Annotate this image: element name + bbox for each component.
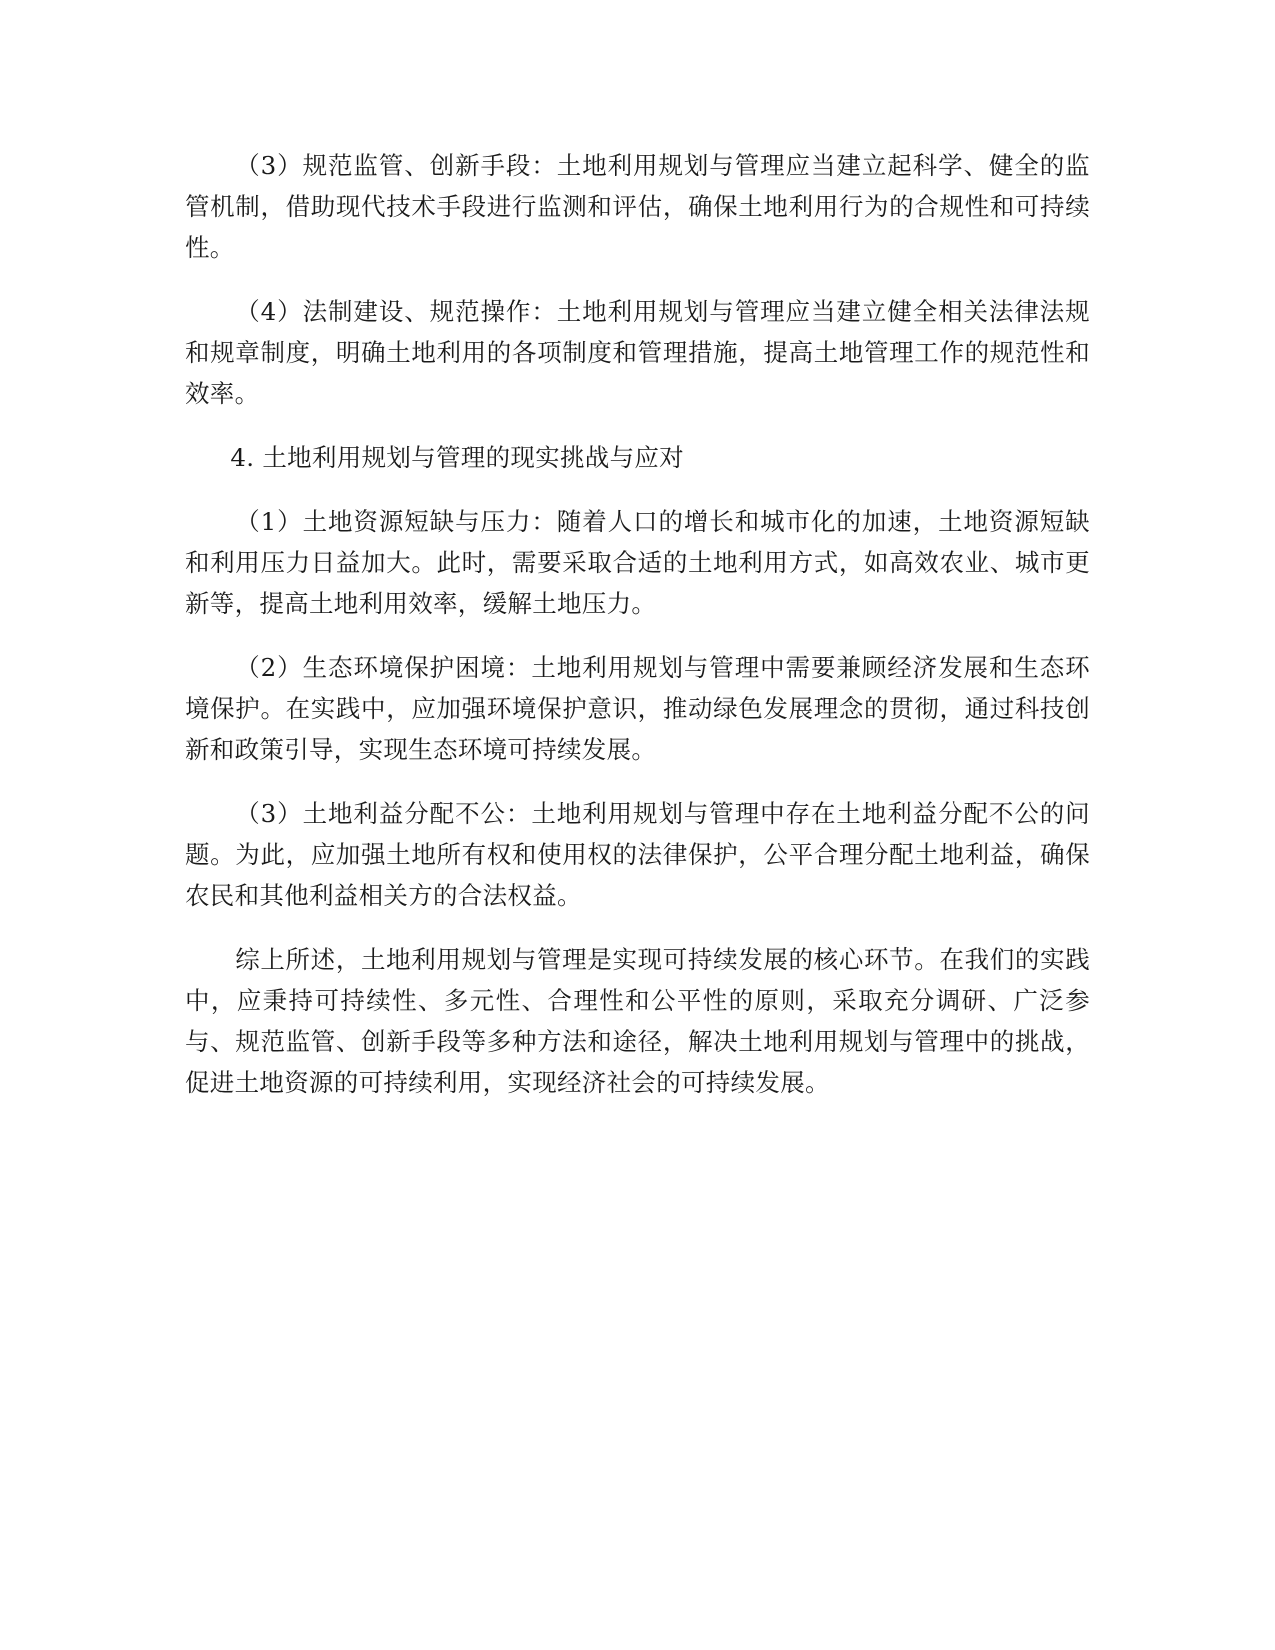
- paragraph-benefit-distribution: （3）土地利益分配不公：土地利用规划与管理中存在土地利益分配不公的问题。为此，应加强土地所有权和使用权的法律保护，公平合理分配土地利益，确保农民和其他利益相关方的合法权益。: [185, 799, 1090, 910]
- paragraph-ecology: （2）生态环境保护困境：土地利用规划与管理中需要兼顾经济发展和生态环境保护。在实践中，应加强环境保护意识，推动绿色发展理念的贯彻，通过科技创新和政策引导，实现生态环境可持续发展。: [185, 653, 1090, 764]
- paragraph-legal-construction: （4）法制建设、规范操作：土地利用规划与管理应当建立健全相关法律法规和规章制度，明确土地利用的各项制度和管理措施，提高土地管理工作的规范性和效率。: [185, 297, 1090, 408]
- section-heading-challenges: 4. 土地利用规划与管理的现实挑战与应对: [230, 443, 684, 472]
- paragraph-supervision: （3）规范监管、创新手段：土地利用规划与管理应当建立起科学、健全的监管机制，借助现代技术手段进行监测和评估，确保土地利用行为的合规性和可持续性。: [185, 151, 1090, 262]
- document-body: [185, 145, 1090, 1126]
- paragraph-land-shortage: （1）土地资源短缺与压力：随着人口的增长和城市化的加速，土地资源短缺和利用压力日益加大。此时，需要采取合适的土地利用方式，如高效农业、城市更新等，提高土地利用效率，缓解土地压力。: [185, 507, 1090, 618]
- paragraph-conclusion: 综上所述，土地利用规划与管理是实现可持续发展的核心环节。在我们的实践中，应秉持可持续性、多元性、合理性和公平性的原则，采取充分调研、广泛参与、规范监管、创新手段等多种方法和途径，解决土地利用规划与管理中的挑战，促进土地资源的可持续利用，实现经济社会的可持续发展。: [185, 945, 1090, 1097]
